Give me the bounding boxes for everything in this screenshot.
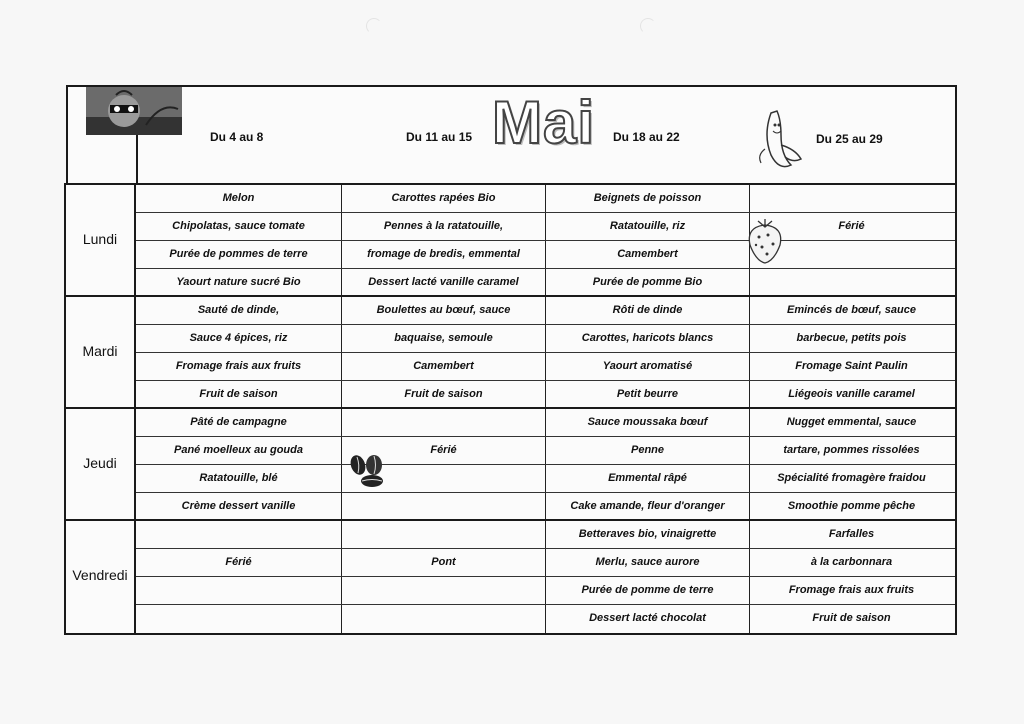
week-1-label: Du 4 au 8 <box>210 130 264 144</box>
coffee-beans-icon <box>348 453 388 489</box>
menu-cell-mardi-r4-c2: Fruit de saison <box>404 388 483 400</box>
menu-cell-mardi-r3-c4: Fromage Saint Paulin <box>795 360 908 372</box>
menu-cell-lundi-r1-c1: Melon <box>222 192 255 204</box>
menu-cell-vendredi-r4-c4: Fruit de saison <box>812 612 891 624</box>
menu-cell-vendredi-r2-c3: Merlu, sauce aurore <box>595 556 700 568</box>
punch-hole-left <box>366 18 382 34</box>
menu-cell-lundi-r4-c2: Dessert lacté vanille caramel <box>368 276 519 288</box>
menu-cell-vendredi-r3-c2 <box>342 577 545 604</box>
menu-cell-vendredi-r4-c1 <box>136 605 341 632</box>
month-title: Mai <box>492 89 596 156</box>
menu-cell-jeudi-r4-c1: Crème dessert vanille <box>181 500 296 512</box>
menu-cell-jeudi-r2-c2: Férié <box>430 444 457 456</box>
menu-cell-vendredi-r3-c1 <box>136 577 341 604</box>
menu-cell-lundi-r1-c2: Carottes rapées Bio <box>391 192 496 204</box>
menu-table <box>64 183 957 635</box>
menu-cell-lundi-r2-c2: Pennes à la ratatouille, <box>383 220 504 232</box>
menu-cell-mardi-r1-c2: Boulettes au bœuf, sauce <box>376 304 511 316</box>
menu-cell-vendredi-r1-c2 <box>342 521 545 548</box>
menu-cell-lundi-r1-c3: Beignets de poisson <box>593 192 702 204</box>
day-label-lundi: Lundi <box>82 231 118 247</box>
menu-cell-mardi-r3-c1: Fromage frais aux fruits <box>175 360 302 372</box>
menu-cell-lundi-r2-c3: Ratatouille, riz <box>609 220 686 232</box>
menu-cell-jeudi-r4-c3: Cake amande, fleur d'oranger <box>570 500 725 512</box>
menu-cell-jeudi-r2-c3: Penne <box>630 444 664 456</box>
menu-cell-jeudi-r3-c4: Spécialité fromagère fraidou <box>777 472 926 484</box>
week-2-label: Du 11 au 15 <box>406 130 473 144</box>
banana-icon <box>751 105 807 177</box>
menu-cell-vendredi-r2-c2: Pont <box>431 556 456 568</box>
menu-cell-vendredi-r1-c3: Betteraves bio, vinaigrette <box>578 528 717 540</box>
menu-cell-lundi-r4-c4 <box>750 269 953 296</box>
menu-cell-jeudi-r1-c3: Sauce moussaka bœuf <box>587 416 708 428</box>
menu-cell-vendredi-r3-c3: Purée de pomme de terre <box>581 584 714 596</box>
menu-cell-mardi-r2-c2: baquaise, semoule <box>394 332 493 344</box>
menu-cell-lundi-r2-c4: Férié <box>838 220 865 232</box>
menu-cell-jeudi-r1-c2 <box>342 409 545 436</box>
day-label-jeudi: Jeudi <box>83 455 117 471</box>
menu-cell-jeudi-r4-c2 <box>342 493 545 520</box>
menu-cell-jeudi-r3-c1: Ratatouille, blé <box>199 472 278 484</box>
day-label-mardi: Mardi <box>82 343 118 359</box>
strawberry-icon <box>744 217 786 265</box>
menu-cell-jeudi-r1-c1: Pâté de campagne <box>190 416 287 428</box>
punch-hole-right <box>640 18 656 34</box>
week-4-label: Du 25 au 29 <box>816 132 883 146</box>
menu-cell-jeudi-r2-c4: tartare, pommes rissolées <box>783 444 920 456</box>
menu-cell-lundi-r4-c1: Yaourt nature sucré Bio <box>176 276 301 288</box>
menu-cell-vendredi-r1-c1 <box>136 521 341 548</box>
menu-cell-lundi-r3-c1: Purée de pommes de terre <box>169 248 308 260</box>
menu-cell-mardi-r1-c3: Rôti de dinde <box>612 304 683 316</box>
menu-cell-vendredi-r1-c4: Farfalles <box>828 528 875 540</box>
menu-cell-lundi-r2-c1: Chipolatas, sauce tomate <box>172 220 305 232</box>
day-label-vendredi: Vendredi <box>72 567 128 583</box>
menu-cell-vendredi-r3-c4: Fromage frais aux fruits <box>788 584 915 596</box>
menu-header <box>66 85 957 189</box>
menu-cell-mardi-r3-c2: Camembert <box>413 360 474 372</box>
menu-cell-mardi-r4-c3: Petit beurre <box>616 388 679 400</box>
menu-cell-mardi-r1-c4: Emincés de bœuf, sauce <box>787 304 916 316</box>
menu-cell-jeudi-r1-c4: Nugget emmental, sauce <box>786 416 917 428</box>
menu-cell-jeudi-r4-c4: Smoothie pomme pêche <box>787 500 916 512</box>
menu-cell-vendredi-r4-c3: Dessert lacté chocolat <box>589 612 706 624</box>
menu-cell-jeudi-r3-c3: Emmental râpé <box>608 472 687 484</box>
menu-cell-vendredi-r2-c4: à la carbonnara <box>810 556 893 568</box>
kiwi-character-icon <box>86 87 182 135</box>
menu-cell-vendredi-r4-c2 <box>342 605 545 632</box>
menu-cell-lundi-r3-c3: Camembert <box>617 248 678 260</box>
menu-cell-mardi-r4-c4: Liégeois vanille caramel <box>788 388 915 400</box>
menu-cell-lundi-r1-c4 <box>750 185 953 212</box>
menu-cell-mardi-r2-c4: barbecue, petits pois <box>796 332 907 344</box>
menu-cell-lundi-r3-c2: fromage de bredis, emmental <box>367 248 520 260</box>
menu-cell-jeudi-r2-c1: Pané moelleux au gouda <box>174 444 303 456</box>
menu-cell-mardi-r2-c3: Carottes, haricots blancs <box>581 332 714 344</box>
menu-cell-mardi-r1-c1: Sauté de dinde, <box>197 304 280 316</box>
week-3-label: Du 18 au 22 <box>613 130 680 144</box>
menu-cell-mardi-r3-c3: Yaourt aromatisé <box>602 360 693 372</box>
menu-cell-mardi-r2-c1: Sauce 4 épices, riz <box>189 332 288 344</box>
menu-cell-vendredi-r2-c1: Férié <box>225 556 252 568</box>
menu-cell-mardi-r4-c1: Fruit de saison <box>199 388 278 400</box>
menu-cell-lundi-r4-c3: Purée de pomme Bio <box>592 276 703 288</box>
